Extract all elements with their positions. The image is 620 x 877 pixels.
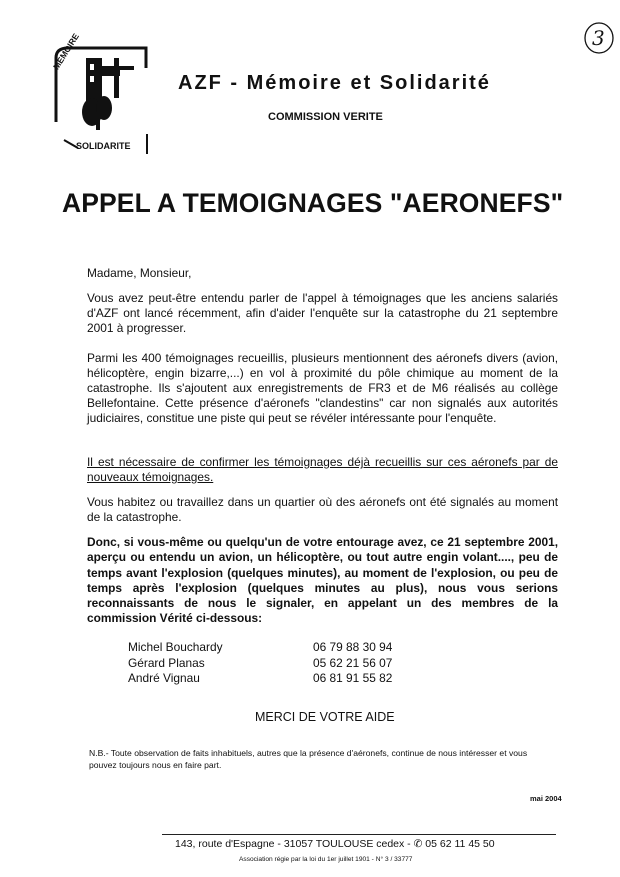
contact-phone: 05 62 21 56 07 <box>313 655 393 670</box>
footer-address: 143, route d'Espagne - 31057 TOULOUSE cedex - ✆ 05 62 11 45 50 <box>175 838 495 850</box>
contact-phone: 06 79 88 30 94 <box>313 640 393 654</box>
commission-label: COMMISSION VERITE <box>268 111 383 123</box>
handwritten-page-number: 3 <box>582 20 616 56</box>
nb-note: N.B.- Toute observation de faits inhabituels, autres que la présence d'aéronefs, continue de nous intéresser et vous pouvez toujours nous en faire part. <box>89 748 528 770</box>
contact-name: André Vignau <box>128 671 200 685</box>
logo-text-memoire: MÉMOIRE <box>51 31 82 72</box>
thanks-line: MERCI DE VOTRE AIDE <box>255 710 395 724</box>
paragraph-request: Donc, si vous-même ou quelqu'un de votre entourage avez, ce 21 septembre 2001, aperçu ou entendu un avion, un hélicoptère, ou tout autre engin volant...., peu de temps avant l'explosion (quelques minutes), au moment de l'explosion, ou peu de temps après l'explosion (quelques minutes au plus), nous vous serions reconnaissants de nous le signaler, en appelant un des membres de la commission Vérité ci-dessous: <box>87 535 558 626</box>
paragraph-intro: Vous avez peut-être entendu parler de l'appel à témoignages que les anciens salariés d'AZF ont lancé récemment, afin d'aider l'enquête sur la catastrophe du 21 septembre 2001 à progresser. <box>87 291 558 335</box>
organization-name: AZF - Mémoire et Solidarité <box>178 72 491 94</box>
memoire-solidarite-logo <box>46 31 150 154</box>
logo-text-solidarite: SOLIDARITE <box>76 141 131 151</box>
paragraph-confirmation: Il est nécessaire de confirmer les témoignages déjà recueillis sur ces aéronefs par de nouveaux témoignages. <box>87 455 558 484</box>
page-title: APPEL A TEMOIGNAGES "AERONEFS" <box>62 188 564 218</box>
contact-row <box>128 656 392 672</box>
contact-name: Michel Bouchardy <box>128 640 223 654</box>
document-date: mai 2004 <box>530 794 562 803</box>
contact-name: Gérard Planas <box>128 655 205 670</box>
paragraph-location: Vous habitez ou travaillez dans un quartier où des aéronefs ont été signalés au moment de la catastrophe. <box>87 495 558 524</box>
salutation: Madame, Monsieur, <box>87 266 192 280</box>
contact-row <box>128 671 392 687</box>
footer-association: Association régie par la loi du 1er juillet 1901 - N° 3 / 33777 <box>239 856 413 863</box>
contact-list <box>128 640 392 687</box>
contact-row <box>128 640 392 656</box>
footer-divider <box>162 834 556 835</box>
paragraph-testimonies: Parmi les 400 témoignages recueillis, plusieurs mentionnent des aéronefs divers (avion, hélicoptère, engin bizarre,...) en vol à proximité du pôle chimique au moment de la catastrophe. Ils s'ajoutent aux enregistrements de FR3 et de M6 réalisés au collège Bellefontaine. Cette présence d'aéronefs "clandestins" car non signalés aux autorités judiciaires, constitue une piste qui peut se révéler intéressante pour l'enquête. <box>87 351 558 425</box>
contact-phone: 06 81 91 55 82 <box>313 671 393 685</box>
